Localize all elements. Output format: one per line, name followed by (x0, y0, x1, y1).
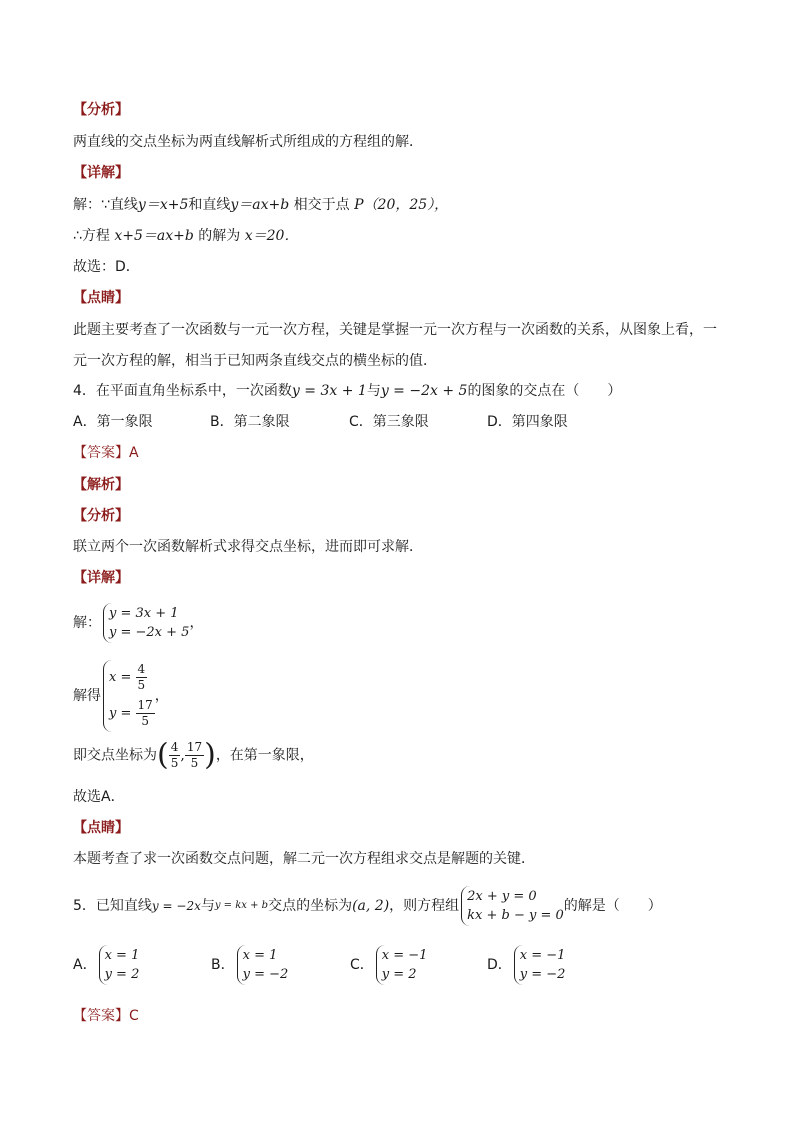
option-d: D． x = −1 y = −2 (487, 945, 565, 985)
therefore-line: ∴方程 x+5＝ax+b 的解为 x＝20． (73, 228, 299, 244)
jiexi-heading: 【解析】 (73, 477, 129, 493)
equation-system: 解： y = 3x + 1 y = −2x + 5 ， (73, 603, 203, 643)
comment-text: 元一次方程的解，相当于已知两条直线交点的横坐标的值． (73, 353, 437, 369)
answer-label: 【答案】A (73, 445, 139, 461)
option-b: B．第二象限 (210, 414, 290, 430)
option-d: D．第四象限 (487, 414, 568, 430)
comment-heading: 【点睛】 (73, 820, 129, 836)
option-c: C．第三象限 (349, 414, 429, 430)
analysis-text: 两直线的交点坐标为两直线解析式所组成的方程组的解． (73, 134, 423, 150)
question-5-stem: 5．已知直线y = −2x与y = kx + b交点的坐标为(a, 2)，则方程组 2x + y = 0 kx + b − y = 0 的解是（ ） (73, 886, 662, 926)
comment-text: 本题考查了求一次函数交点问题，解二元一次方程组求交点是解题的关键． (73, 851, 535, 867)
comment-text: 此题主要考查了一次函数与一元一次方程，关键是掌握一元一次方程与一次函数的关系，从图象上看，一 (73, 322, 717, 338)
analysis-text: 联立两个一次函数解析式求得交点坐标，进而即可求解． (73, 539, 423, 555)
analysis-heading: 【分析】 (73, 508, 129, 524)
choose-line: 故选A． (73, 789, 125, 805)
solution-system: 解得 x = $\frac{4}{5}$ y = $\frac{17}{5}$ ， (73, 660, 169, 732)
detail-heading: 【详解】 (73, 570, 129, 586)
option-a: A．第一象限 (73, 414, 153, 430)
option-a: A． x = 1 y = 2 (73, 945, 211, 985)
option-b: B． x = 1 y = −2 (211, 945, 350, 985)
intersection-coordinate: 即交点坐标为( $\frac{4}{5}$ , $\frac{17}{5}$ )，在第一象限， (73, 737, 314, 773)
answer-label: 【答案】C (73, 1008, 139, 1024)
choose-line: 故选：D． (73, 259, 140, 275)
solution-line: 解：∵直线y＝x+5和直线y＝ax+b 相交于点 P（20，25）， (73, 197, 449, 213)
question-4-options (73, 412, 568, 432)
analysis-heading: 【分析】 (73, 102, 129, 118)
option-c: C． x = −1 y = 2 (350, 945, 487, 985)
question-4-stem: 4．在平面直角坐标系中，一次函数y = 3x + 1与y = −2x + 5的图象的交点在（ ） (73, 383, 622, 399)
question-5-options (73, 945, 565, 985)
comment-heading: 【点睛】 (73, 290, 129, 306)
detail-heading: 【详解】 (73, 165, 129, 181)
